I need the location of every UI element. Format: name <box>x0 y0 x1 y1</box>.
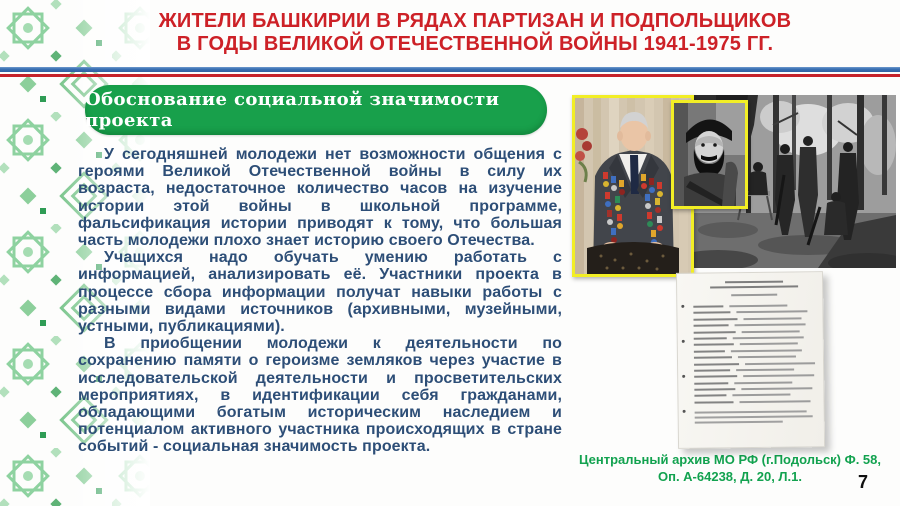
document-list-row <box>694 387 815 390</box>
document-list-row <box>694 362 815 365</box>
document-list-row <box>695 400 816 403</box>
document-list-row <box>693 304 814 307</box>
body-text <box>78 146 562 456</box>
document-margin-mark <box>682 375 685 378</box>
document-footnote-lines <box>695 410 816 423</box>
document-list-row <box>693 311 814 314</box>
divider-blue-stripe <box>0 67 900 72</box>
paragraph-2: Учащихся надо обучать умению работать с информацией, анализировать её. Участники проекта в процессе сбора информации получат навыки работы с разными видами источников (архивными, музейными, устными, публикациями). <box>78 249 562 336</box>
title-line-2: В ГОДЫ ВЕЛИКОЙ ОТЕЧЕСТВЕННОЙ ВОЙНЫ 1941-1975 ГГ. <box>176 33 774 55</box>
archive-caption-line-2: Оп. А-64238, Д. 20, Л.1. <box>657 469 803 484</box>
archive-caption-line-1: Центральный архив МО РФ (г.Подольск) Ф. 58, <box>578 452 882 467</box>
page-number: 7 <box>858 472 869 492</box>
document-margin-mark <box>681 305 684 308</box>
document-header-lines <box>693 280 814 299</box>
section-heading-label: Обоснование социальной значимости проекта <box>85 89 500 131</box>
document-margin-mark <box>683 410 686 413</box>
partisan-portrait-photo <box>671 100 748 209</box>
document-list-row <box>694 330 815 333</box>
slide-title <box>50 10 900 56</box>
document-list-row <box>694 349 815 352</box>
document-list-lines <box>693 304 815 403</box>
document-list-row <box>693 317 814 320</box>
document-list-row <box>694 394 815 397</box>
document-list-row <box>694 381 815 384</box>
paragraph-3: В приобщении молодежи к деятельности по сохранению памяти о героизме земляков через участие в исследовательской деятельности и просветительских мероприятиях, в идентификации себя гражданами, обладающими богатым историческим наследием и потенциалом активного участника происходящих в стране событий - социальная значимость проекта. <box>78 335 562 456</box>
archival-document-scan <box>676 271 825 449</box>
document-list-row <box>694 368 815 371</box>
document-list-row <box>694 343 815 346</box>
archive-caption <box>565 451 895 485</box>
document-margin-mark <box>682 340 685 343</box>
divider-red-stripe <box>0 74 900 77</box>
document-list-row <box>694 323 815 326</box>
title-line-1: ЖИТЕЛИ БАШКИРИИ В РЯДАХ ПАРТИЗАН И ПОДПОЛЬЩИКОВ <box>158 10 792 32</box>
document-list-row <box>694 355 815 358</box>
document-list-row <box>694 336 815 339</box>
paragraph-1: У сегодняшней молодежи нет возможности общения с героями Великой Отечественной войны в силу их возраста, недостаточное количество часов на изучение истории этой войны в школьной программе, фальсификация истории приводят к тому, что большая часть молодежи плохо знает историю своего Отечества. <box>78 146 562 250</box>
document-list-row <box>694 375 815 378</box>
section-heading-pill <box>85 85 547 135</box>
